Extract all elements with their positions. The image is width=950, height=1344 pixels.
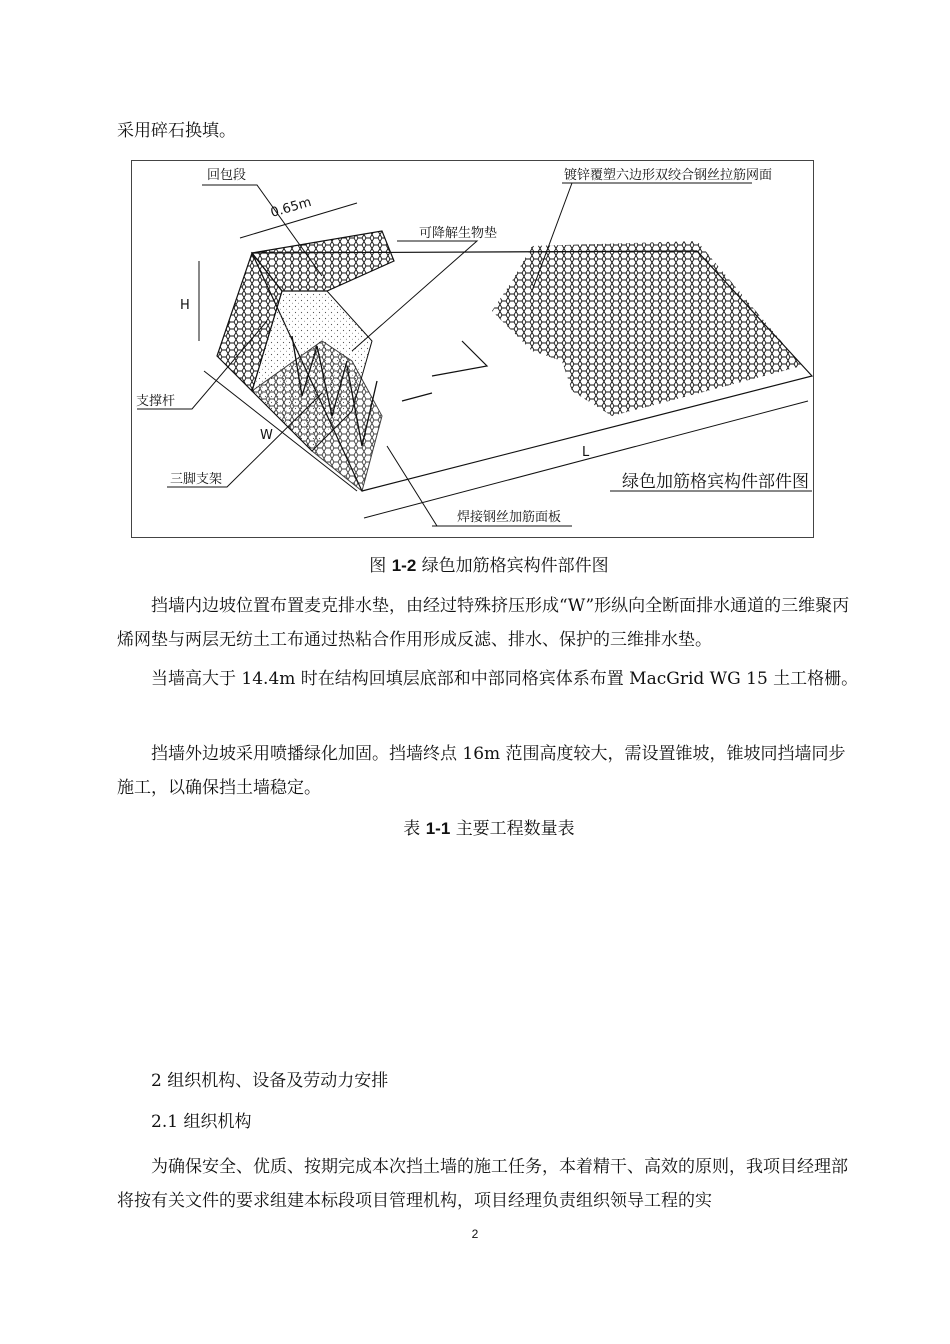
paragraph-drainage-mat: 挡墙内边坡位置布置麦克排水垫，由经过特殊挤压形成“W”形纵向全断面排水通道的三维聚丙烯网垫与两层无纺土工布通过热粘合作用形成反滤、排水、保护的三维排水垫。 xyxy=(117,596,850,650)
figure-caption: 图 1-2 绿色加筋格宾构件部件图 xyxy=(369,556,609,576)
label-L: L xyxy=(582,445,590,460)
paragraph-organization: 为确保安全、优质、按期完成本次挡土墙的施工任务，本着精干、高效的原则，我项目经理部将按有关文件的要求组建本标段项目管理机构，项目经理负责组织领导工程的实 xyxy=(117,1157,848,1211)
label-figure-title: 绿色加筋格宾构件部件图 xyxy=(622,472,809,492)
gabion-component-figure xyxy=(131,160,814,538)
label-dim-065: 0.65m xyxy=(268,194,314,221)
hex-mesh-region xyxy=(492,241,802,416)
label-kejiang: 可降解生物垫 xyxy=(419,226,498,241)
label-huibaoduan: 回包段 xyxy=(207,168,247,183)
label-mesh: 镀锌覆塑六边形双绞合钢丝拉筋网面 xyxy=(564,168,773,183)
paragraph-greening: 挡墙外边坡采用喷播绿化加固。挡墙终点 16m 范围高度较大，需设置锥坡，锥坡同挡墙同步施工，以确保挡土墙稳定。 xyxy=(117,744,846,798)
dashed-line xyxy=(402,341,487,401)
label-W: W xyxy=(260,428,273,443)
paragraph-fill-material: 采用碎石换填。 xyxy=(117,121,236,141)
label-H: H xyxy=(180,298,190,313)
table-caption: 表 1-1 主要工程数量表 xyxy=(403,819,575,839)
heading-section-2-1: 2.1 组织机构 xyxy=(151,1112,252,1132)
heading-section-2: 2 组织机构、设备及劳动力安排 xyxy=(151,1071,389,1091)
paragraph-geogrid: 当墙高大于 14.4m 时在结构回填层底部和中部同格宾体系布置 MacGrid WG 15 土工格栅。 xyxy=(151,669,859,689)
label-zhichenggan: 支撑杆 xyxy=(136,394,176,409)
page-number: 2 xyxy=(471,1227,479,1241)
label-hanjie: 焊接钢丝加筋面板 xyxy=(457,510,562,525)
label-sanjiao: 三脚支架 xyxy=(170,472,223,487)
